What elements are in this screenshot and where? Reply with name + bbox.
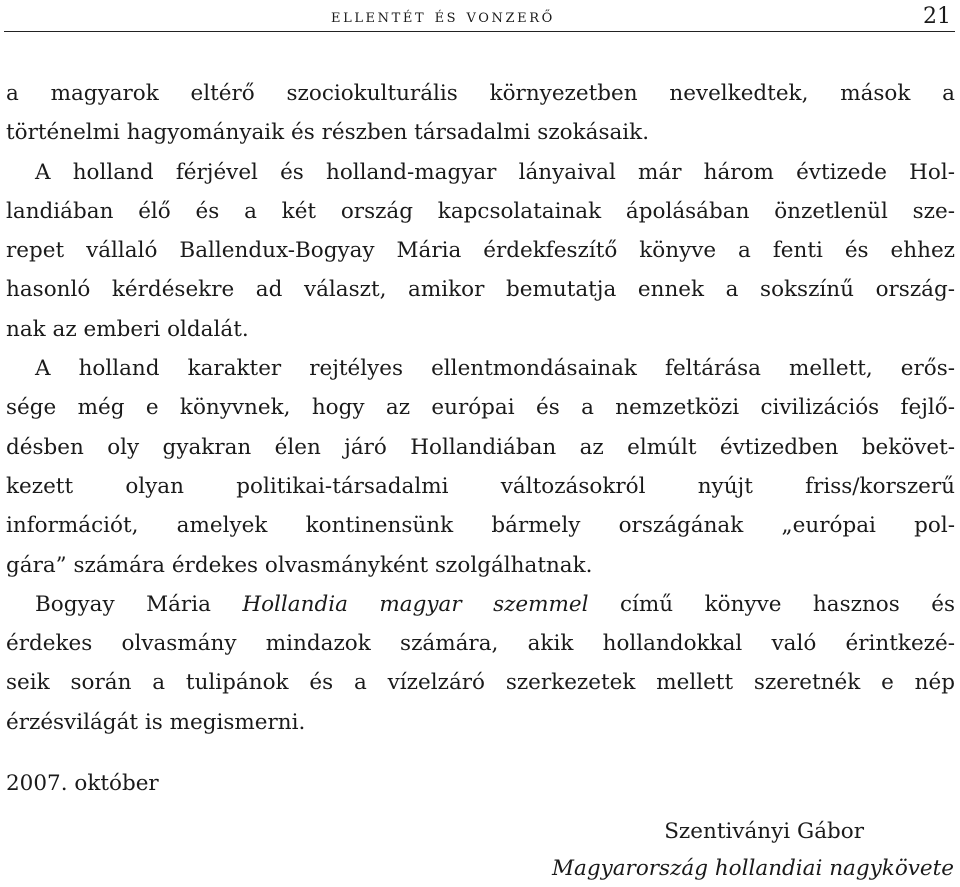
book-title: Hollandia magyar szemmel	[242, 591, 589, 617]
signature-name: Szentiványi Gábor	[664, 819, 864, 844]
page-number: 21	[923, 4, 951, 29]
text-line: repet vállaló Ballendux-Bogyay Mária érdekfeszítő könyve a fenti és ehhez	[6, 238, 955, 264]
text-line: nak az emberi oldalát.	[6, 316, 249, 342]
body-text	[6, 74, 955, 742]
text-line: a magyarok eltérő szociokulturális környezetben nevelkedtek, mások a	[6, 81, 955, 106]
text-line: A holland karakter rejtélyes ellentmondásainak feltárása mellett, erős-	[35, 356, 955, 382]
text-line: érdekes olvasmány mindazok számára, akik hollandokkal való érintkezé-	[6, 631, 955, 657]
signature-title: Magyarország hollandiai nagykövete	[552, 856, 954, 881]
text-fragment: című könyve hasznos és	[588, 591, 955, 617]
text-line: történelmi hagyományaik és részben társadalmi szokásaik.	[6, 120, 650, 146]
running-title: ellentét és vonzerő	[331, 6, 555, 27]
text-fragment: Bogyay Mária	[35, 591, 243, 617]
text-line: sége még e könyvnek, hogy az európai és a nemzetközi civilizációs fejlő-	[6, 395, 955, 421]
signature-block	[552, 813, 954, 887]
text-line: hasonló kérdésekre ad választ, amikor bemutatja ennek a sokszínű ország-	[6, 277, 955, 303]
text-line: seik során a tulipánok és a vízelzáró szerkezetek mellett szeretnék e nép	[6, 670, 955, 696]
text-line: gára” számára érdekes olvasmányként szolgálhatnak.	[6, 552, 593, 578]
date-line: 2007. október	[6, 771, 159, 796]
page-header	[0, 6, 955, 34]
text-line: landiában élő és a két ország kapcsolatainak ápolásában önzetlenül sze-	[6, 198, 955, 224]
text-line	[6, 585, 955, 624]
text-line: désben oly gyakran élen járó Hollandiában az elmúlt évtizedben bekövet-	[6, 434, 955, 460]
header-rule	[4, 31, 955, 32]
text-line: érzésvilágát is megismerni.	[6, 709, 306, 735]
text-line: A holland férjével és holland-magyar lányaival már három évtizede Hol-	[35, 159, 955, 185]
text-line: információt, amelyek kontinensünk bármely országának „európai pol-	[6, 513, 955, 539]
text-line: kezett olyan politikai-társadalmi változásokról nyújt friss/korszerű	[6, 473, 955, 499]
